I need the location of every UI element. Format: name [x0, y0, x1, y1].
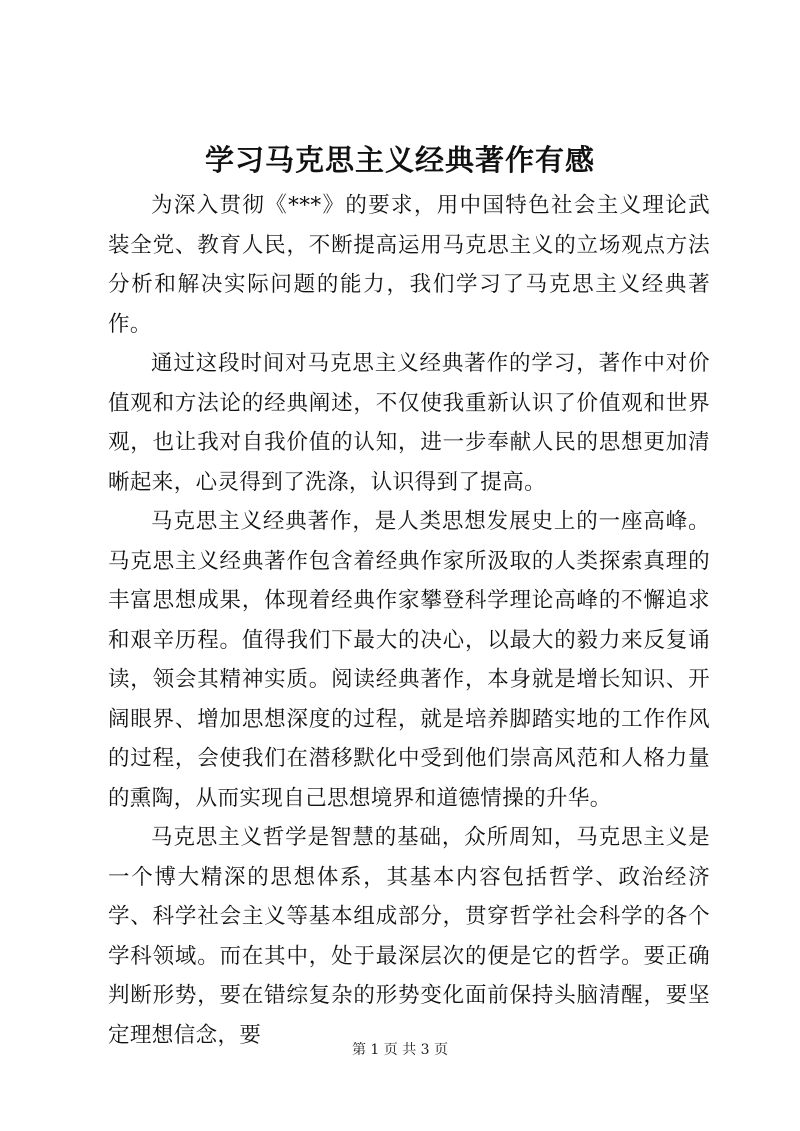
paragraph-2: 通过这段时间对马克思主义经典著作的学习，著作中对价值观和方法论的经典阐述，不仅使我重新认识了价值观和世界观，也让我对自我价值的认知，进一步奉献人民的思想更加清晰起来，心灵得到了洗涤，认识得到了提高。	[108, 351, 710, 495]
document-body	[108, 186, 710, 1055]
page-footer: 第 1 页 共 3 页	[351, 1042, 449, 1058]
paragraph-4: 马克思主义哲学是智慧的基础，众所周知，马克思主义是一个博大精深的思想体系，其基本内容包括哲学、政治经济学、科学社会主义等基本组成部分，贯穿哲学社会科学的各个学科领域。而在其中，处于最深层次的便是它的哲学。要正确判断形势，要在错综复杂的形势变化面前保持头脑清醒，要坚定理想信念，要	[108, 825, 710, 1048]
document-title: 学习马克思主义经典著作有感	[204, 143, 595, 177]
paragraph-1: 为深入贯彻《***》的要求，用中国特色社会主义理论武装全党、教育人民，不断提高运用马克思主义的立场观点方法分析和解决实际问题的能力，我们学习了马克思主义经典著作。	[108, 193, 710, 337]
paragraph-3: 马克思主义经典著作，是人类思想发展史上的一座高峰。马克思主义经典著作包含着经典作家所汲取的人类探索真理的丰富思想成果，体现着经典作家攀登科学理论高峰的不懈追求和艰辛历程。值得我们下最大的决心，以最大的毅力来反复诵读，领会其精神实质。阅读经典著作，本身就是增长知识、开阔眼界、增加思想深度的过程，就是培养脚踏实地的工作作风的过程，会使我们在潜移默化中受到他们崇高风范和人格力量的熏陶，从而实现自己思想境界和道德情操的升华。	[108, 509, 710, 811]
